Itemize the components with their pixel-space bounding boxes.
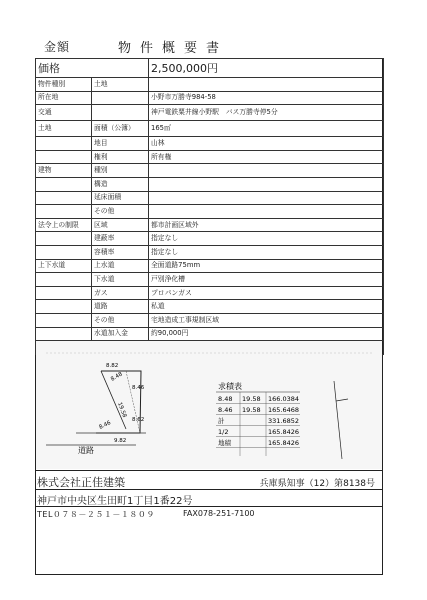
row-category bbox=[36, 137, 92, 151]
dim-label: 9.82 bbox=[114, 438, 127, 444]
row-item: 面積（公簿） bbox=[92, 121, 149, 137]
row-category: 所在地 bbox=[36, 91, 92, 105]
row-category bbox=[36, 300, 92, 314]
property-row bbox=[36, 273, 384, 287]
row-value: 所有権 bbox=[149, 150, 384, 164]
row-item bbox=[92, 105, 149, 121]
area-cell: 1/2 bbox=[218, 428, 229, 436]
dim-label: 8.82 bbox=[106, 363, 119, 369]
row-value: 都市計画区域外 bbox=[149, 218, 384, 232]
row-item: 土地 bbox=[92, 78, 149, 92]
row-category bbox=[36, 191, 92, 205]
area-cell: 331.6852 bbox=[268, 417, 300, 425]
property-row bbox=[36, 313, 384, 327]
row-value: 指定なし bbox=[149, 232, 384, 246]
row-item: 容積率 bbox=[92, 245, 149, 259]
area-cell: 165.8426 bbox=[268, 439, 300, 447]
property-row bbox=[36, 191, 384, 205]
row-item: 区域 bbox=[92, 218, 149, 232]
license-number: 兵庫県知事（12）第8138号 bbox=[259, 479, 375, 489]
road-label: 道路 bbox=[78, 446, 94, 455]
row-category: 法令上の制限 bbox=[36, 218, 92, 232]
area-cell: 19.58 bbox=[242, 406, 261, 414]
row-value: 私道 bbox=[149, 300, 384, 314]
header-label: 金額 bbox=[44, 40, 71, 54]
row-item: その他 bbox=[92, 313, 149, 327]
row-value: 約90,000円 bbox=[149, 327, 384, 341]
property-row bbox=[36, 205, 384, 219]
row-category bbox=[36, 232, 92, 246]
row-item: 地目 bbox=[92, 137, 149, 151]
phone-number: TEL０７８－２５１－１８０９ bbox=[37, 510, 155, 519]
row-value: 戸別浄化槽 bbox=[149, 273, 384, 287]
area-table-title: 求積表 bbox=[218, 382, 242, 391]
contact-row bbox=[35, 507, 383, 522]
area-calc-table bbox=[216, 392, 300, 456]
row-item: 下水道 bbox=[92, 273, 149, 287]
row-category bbox=[36, 273, 92, 287]
row-category bbox=[36, 286, 92, 300]
row-item: 上水道 bbox=[92, 259, 149, 273]
row-category bbox=[36, 313, 92, 327]
address-row bbox=[35, 490, 383, 507]
row-category: 物件種別 bbox=[36, 78, 92, 92]
property-row bbox=[36, 259, 384, 273]
row-value bbox=[149, 191, 384, 205]
row-value: 山林 bbox=[149, 137, 384, 151]
property-row bbox=[36, 164, 384, 178]
row-category bbox=[36, 205, 92, 219]
property-row bbox=[36, 91, 384, 105]
property-table-body bbox=[36, 59, 384, 355]
area-cell: 8.48 bbox=[218, 395, 233, 403]
row-item: 水道加入金 bbox=[92, 327, 149, 341]
property-row bbox=[36, 232, 384, 246]
row-value bbox=[149, 205, 384, 219]
property-row bbox=[36, 245, 384, 259]
row-category: 建物 bbox=[36, 164, 92, 178]
property-row bbox=[36, 150, 384, 164]
property-row bbox=[36, 327, 384, 341]
price-value: 2,500,000円 bbox=[149, 59, 384, 78]
area-cell: 計 bbox=[218, 417, 225, 425]
property-row bbox=[36, 137, 384, 151]
row-value: 神戸電鉄粟井線小野駅 バス万勝寺停5分 bbox=[149, 105, 384, 121]
dim-label: 8.48 bbox=[110, 371, 124, 383]
row-item: 道路 bbox=[92, 300, 149, 314]
site-plan-drawing bbox=[36, 341, 382, 469]
area-cell: 地積 bbox=[218, 439, 231, 447]
document-title: 物件概要書 bbox=[118, 41, 229, 56]
row-category bbox=[36, 245, 92, 259]
area-cell: 19.58 bbox=[242, 395, 261, 403]
property-table bbox=[35, 58, 384, 355]
property-row bbox=[36, 177, 384, 191]
property-row bbox=[36, 78, 384, 92]
property-row bbox=[36, 121, 384, 137]
row-value: 指定なし bbox=[149, 245, 384, 259]
row-item bbox=[92, 91, 149, 105]
company-row bbox=[35, 470, 383, 490]
row-category: 土地 bbox=[36, 121, 92, 137]
price-row bbox=[36, 59, 384, 78]
row-item: その他 bbox=[92, 205, 149, 219]
property-row bbox=[36, 300, 384, 314]
property-row bbox=[36, 218, 384, 232]
row-value bbox=[149, 164, 384, 178]
row-item: ガス bbox=[92, 286, 149, 300]
dim-label: 19.58 bbox=[116, 401, 128, 419]
row-item: 権利 bbox=[92, 150, 149, 164]
property-row bbox=[36, 286, 384, 300]
row-value: 165㎡ bbox=[149, 121, 384, 137]
area-cell: 8.46 bbox=[218, 406, 233, 414]
row-value bbox=[149, 177, 384, 191]
row-category bbox=[36, 177, 92, 191]
row-item: 建蔽率 bbox=[92, 232, 149, 246]
row-item: 種別 bbox=[92, 164, 149, 178]
price-label: 価格 bbox=[36, 59, 149, 78]
row-item: 延床面積 bbox=[92, 191, 149, 205]
company-name: 株式会社正佳建築 bbox=[37, 476, 125, 489]
property-row bbox=[36, 105, 384, 121]
company-address: 神戸市中央区生田町1丁目1番22号 bbox=[37, 496, 193, 507]
area-cell: 166.0384 bbox=[268, 395, 300, 403]
row-value: 小野市万勝寺984-58 bbox=[149, 91, 384, 105]
fax-number: FAX078-251-7100 bbox=[183, 509, 255, 518]
dim-label: 8.46 bbox=[132, 385, 145, 391]
row-value: 宅地造成工事規制区域 bbox=[149, 313, 384, 327]
area-cell: 165.8426 bbox=[268, 428, 300, 436]
site-plan-figure bbox=[36, 341, 382, 469]
area-cell: 165.6468 bbox=[268, 406, 300, 414]
row-category bbox=[36, 327, 92, 341]
row-value: 全面道路75mm bbox=[149, 259, 384, 273]
row-category: 交通 bbox=[36, 105, 92, 121]
row-item: 構造 bbox=[92, 177, 149, 191]
row-category: 上下水道 bbox=[36, 259, 92, 273]
row-value: プロパンガス bbox=[149, 286, 384, 300]
row-category bbox=[36, 150, 92, 164]
dim-label: 8.46 bbox=[98, 420, 112, 431]
row-value bbox=[149, 78, 384, 92]
dim-label: 8.62 bbox=[132, 417, 145, 423]
